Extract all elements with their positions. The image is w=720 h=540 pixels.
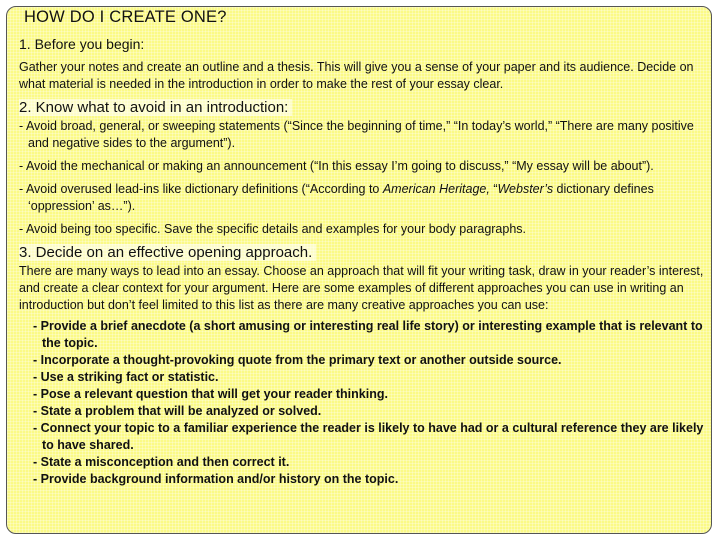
document-body xyxy=(19,36,714,488)
section-3-text: There are many ways to lead into an essay. Choose an approach that will fit your writing task, draw in your reader’s interest, and create a clear context for your argument. Here are some examples of different approaches you can use in writing an introduction but don’t feel limited to this list as there are many creative approaches you can use: xyxy=(19,264,704,312)
section-2-heading-text: 2. Know what to avoid in an introduction: xyxy=(19,99,292,116)
avoid-item: - Avoid broad, general, or sweeping statements (“Since the beginning of time,” “In today’s world,” “There are many positive and negative sides to the argument”). xyxy=(19,119,694,150)
section-3-heading xyxy=(19,244,714,261)
approach-item: - Pose a relevant question that will get your reader thinking. xyxy=(33,387,388,401)
avoid-item-italic: - Avoid overused lead-ins like dictionary definitions (“According to American Heritage, “Webster’s dictionary defines ‘oppression’ as…”). xyxy=(19,182,654,213)
approach-item: - Provide background information and/or history on the topic. xyxy=(33,472,399,486)
section-2-heading xyxy=(19,99,714,116)
approach-item: - State a problem that will be analyzed or solved. xyxy=(33,404,322,418)
approach-item: - Incorporate a thought-provoking quote from the primary text or another outside source. xyxy=(33,353,562,367)
section-1-heading: 1. Before you begin: xyxy=(19,36,145,52)
italic-title: American Heritage, xyxy=(382,182,490,196)
section-3-heading-text: 3. Decide on an effective opening approach. xyxy=(19,244,316,261)
avoid-item: - Avoid being too specific. Save the specific details and examples for your body paragraphs. xyxy=(19,222,527,236)
approach-item: - State a misconception and then correct it. xyxy=(33,455,290,469)
page-title: HOW DO I CREATE ONE? xyxy=(24,8,227,26)
approach-item: - Use a striking fact or statistic. xyxy=(33,370,219,384)
approach-list xyxy=(33,318,714,488)
approach-item: - Provide a brief anecdote (a short amusing or interesting real life story) or interesting example that is relevant to the topic. xyxy=(33,319,703,350)
approach-item: - Connect your topic to a familiar experience the reader is likely to have had or a cultural reference they are likely to have shared. xyxy=(33,421,704,452)
section-1-text: Gather your notes and create an outline and a thesis. This will give you a sense of your paper and its audience. Decide on what material is needed in the introduction in order to make the rest of your essay clear. xyxy=(19,60,694,91)
avoid-list xyxy=(19,118,714,238)
italic-title: Webster’s xyxy=(497,182,554,196)
avoid-item: - Avoid the mechanical or making an announcement (“In this essay I’m going to discuss,” “My essay will be about”). xyxy=(19,159,654,173)
